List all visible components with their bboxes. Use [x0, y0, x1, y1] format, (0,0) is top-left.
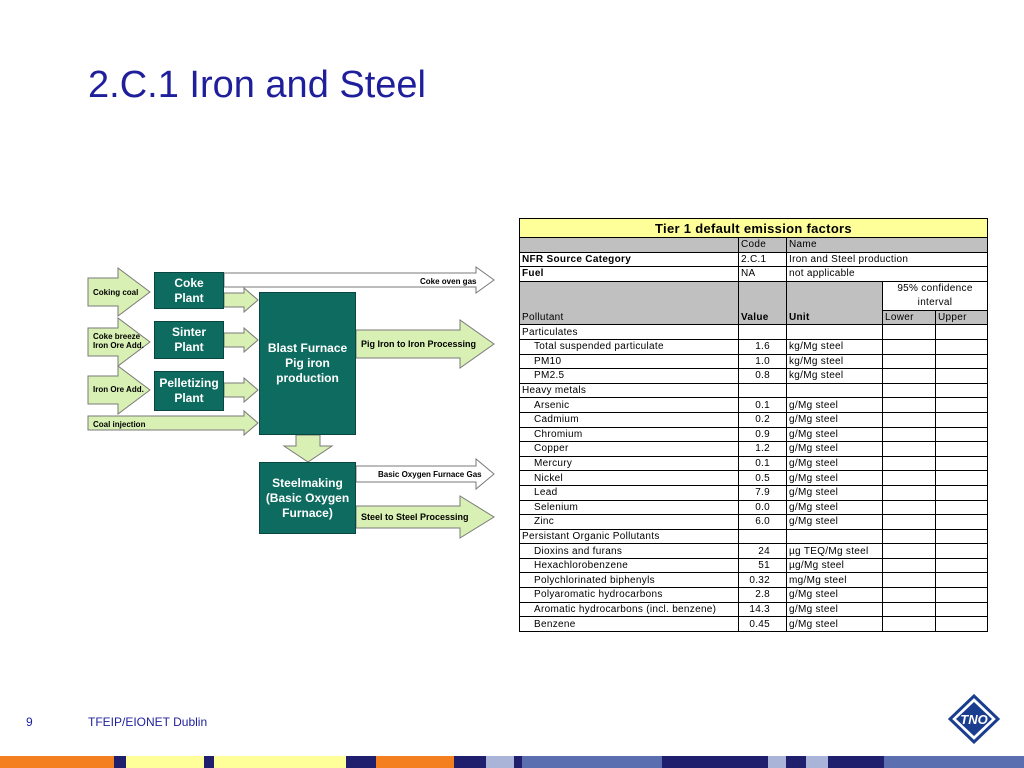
table-title: Tier 1 default emission factors	[520, 219, 988, 238]
upper-cell	[936, 354, 988, 369]
pollutant-unit: g/Mg steel	[787, 485, 883, 500]
upper-cell	[936, 398, 988, 413]
upper-cell	[936, 339, 988, 354]
pollutant-row	[520, 602, 988, 617]
upper-cell	[936, 369, 988, 384]
lower-cell	[883, 485, 936, 500]
upper-cell	[936, 427, 988, 442]
page-title: 2.C.1 Iron and Steel	[88, 64, 426, 106]
pelletizing-plant-line2: Plant	[174, 391, 204, 405]
bar-segment	[0, 756, 114, 768]
bar-segment	[486, 756, 514, 768]
bar-segment	[522, 756, 662, 768]
pollutant-name: Polyaromatic hydrocarbons	[520, 588, 739, 603]
emission-factors-table	[519, 218, 988, 632]
pollutant-value: 14.3	[739, 602, 787, 617]
pollutant-name: Polychlorinated biphenyls	[520, 573, 739, 588]
bar-segment	[806, 756, 828, 768]
output-label-pig-iron: Pig Iron to Iron Processing	[361, 339, 477, 349]
upper-cell	[936, 573, 988, 588]
pollutant-row	[520, 456, 988, 471]
pollutant-value: 0.0	[739, 500, 787, 515]
empty-cell	[739, 325, 787, 340]
pollutant-name: Hexachlorobenzene	[520, 558, 739, 573]
bar-segment	[662, 756, 768, 768]
pollutant-value: 0.2	[739, 412, 787, 427]
pollutant-name: Total suspended particulate	[520, 339, 739, 354]
pollutant-name: Lead	[520, 485, 739, 500]
pollutant-value: 0.9	[739, 427, 787, 442]
empty-cell	[787, 325, 883, 340]
lower-cell	[883, 471, 936, 486]
pollutant-value: 1.0	[739, 354, 787, 369]
pollutant-unit: g/Mg steel	[787, 602, 883, 617]
bar-segment	[204, 756, 214, 768]
ci-header: 95% confidence interval	[883, 281, 988, 310]
page-number: 9	[26, 715, 33, 729]
empty-cell	[883, 325, 936, 340]
bar-segment	[346, 756, 376, 768]
lower-cell	[883, 427, 936, 442]
blast-furnace-line2: Pig iron	[285, 356, 330, 370]
pollutant-row	[520, 588, 988, 603]
blank-cell	[520, 238, 739, 253]
pollutant-row	[520, 398, 988, 413]
pollutant-row	[520, 339, 988, 354]
upper-cell	[936, 456, 988, 471]
lower-cell	[883, 412, 936, 427]
empty-cell	[739, 529, 787, 544]
upper-cell	[936, 412, 988, 427]
upper-cell	[936, 471, 988, 486]
output-label-steel-processing: Steel to Steel Processing	[361, 512, 469, 522]
pollutant-value: 1.2	[739, 442, 787, 457]
empty-cell	[739, 383, 787, 398]
pollutant-unit: g/Mg steel	[787, 412, 883, 427]
blast-furnace-box	[259, 292, 356, 435]
coke-plant-line1: Coke	[174, 275, 204, 290]
name-header: Name	[787, 238, 988, 253]
blast-furnace-line3: production	[276, 371, 339, 385]
pelletizing-plant-line1: Pelletizing	[159, 376, 219, 390]
pollutant-unit: mg/Mg steel	[787, 573, 883, 588]
pellet-to-furnace-arrow	[224, 378, 258, 402]
sinter-plant-line2: Plant	[174, 340, 204, 354]
sinter-to-furnace-arrow	[224, 328, 258, 352]
steelmaking-line2: (Basic Oxygen	[265, 490, 350, 505]
bar-segment	[786, 756, 806, 768]
pollutant-unit: kg/Mg steel	[787, 339, 883, 354]
unit-header: Unit	[787, 281, 883, 325]
lower-cell	[883, 442, 936, 457]
lower-cell	[883, 339, 936, 354]
code-header: Code	[739, 238, 787, 253]
fuel-code: NA	[739, 267, 787, 282]
table-header-row	[520, 238, 988, 253]
upper-cell	[936, 515, 988, 530]
bar-segment	[514, 756, 522, 768]
input-label-iron-ore-add: Iron Ore Add.	[93, 341, 144, 350]
input-label-coal-injection: Coal injection	[93, 420, 146, 429]
lower-cell	[883, 588, 936, 603]
sinter-plant-box	[154, 321, 224, 359]
nfr-row	[520, 252, 988, 267]
lower-cell	[883, 354, 936, 369]
pollutant-row	[520, 515, 988, 530]
lower-cell	[883, 515, 936, 530]
steelmaking-line1: Steelmaking	[272, 475, 343, 490]
pollutant-name: Benzene	[520, 617, 739, 632]
pollutant-unit: g/Mg steel	[787, 471, 883, 486]
nfr-label: NFR Source Category	[520, 252, 739, 267]
pollutant-row	[520, 500, 988, 515]
input-label-iron-ore-add-2: Iron Ore Add.	[93, 385, 144, 394]
lower-header: Lower	[883, 310, 936, 325]
bar-segment	[828, 756, 884, 768]
bar-segment	[454, 756, 486, 768]
pollutant-value: 0.45	[739, 617, 787, 632]
pollutant-row	[520, 369, 988, 384]
empty-cell	[936, 383, 988, 398]
empty-cell	[936, 325, 988, 340]
empty-cell	[883, 383, 936, 398]
pollutant-name: Mercury	[520, 456, 739, 471]
pollutant-unit: g/Mg steel	[787, 442, 883, 457]
pollutant-name: Selenium	[520, 500, 739, 515]
pollutant-value: 24	[739, 544, 787, 559]
empty-cell	[787, 383, 883, 398]
upper-header: Upper	[936, 310, 988, 325]
pollutant-value: 0.5	[739, 471, 787, 486]
lower-cell	[883, 558, 936, 573]
pollutant-unit: g/Mg steel	[787, 617, 883, 632]
pelletizing-plant-box	[154, 371, 224, 411]
bar-segment	[768, 756, 786, 768]
pollutant-row	[520, 544, 988, 559]
group-name: Particulates	[520, 325, 739, 340]
upper-cell	[936, 588, 988, 603]
pollutant-name: Copper	[520, 442, 739, 457]
pollutant-row	[520, 617, 988, 632]
pollutant-unit: µg TEQ/Mg steel	[787, 544, 883, 559]
bar-segment	[114, 756, 126, 768]
pollutant-unit: g/Mg steel	[787, 500, 883, 515]
pollutant-row	[520, 558, 988, 573]
input-label-coke-breeze: Coke breeze	[93, 332, 141, 341]
group-row	[520, 325, 988, 340]
pollutant-value: 6.0	[739, 515, 787, 530]
ci-header-row	[520, 281, 988, 310]
group-name: Heavy metals	[520, 383, 739, 398]
pollutant-unit: g/Mg steel	[787, 515, 883, 530]
pollutant-name: PM10	[520, 354, 739, 369]
upper-cell	[936, 500, 988, 515]
upper-cell	[936, 558, 988, 573]
blast-furnace-line1: Blast Furnace	[267, 341, 348, 355]
pollutant-name: Arsenic	[520, 398, 739, 413]
pollutant-value: 2.8	[739, 588, 787, 603]
pollutant-value: 1.6	[739, 339, 787, 354]
bar-segment	[884, 756, 1024, 768]
upper-cell	[936, 544, 988, 559]
nfr-code: 2.C.1	[739, 252, 787, 267]
upper-cell	[936, 602, 988, 617]
lower-cell	[883, 500, 936, 515]
logo-text: TNO	[960, 712, 988, 727]
pollutant-name: Dioxins and furans	[520, 544, 739, 559]
pollutant-name: Zinc	[520, 515, 739, 530]
bar-segment	[126, 756, 204, 768]
input-label-coking-coal: Coking coal	[93, 288, 139, 297]
pollutant-value: 0.1	[739, 398, 787, 413]
upper-cell	[936, 485, 988, 500]
pollutant-unit: kg/Mg steel	[787, 369, 883, 384]
group-row	[520, 529, 988, 544]
fuel-row	[520, 267, 988, 282]
pollutant-row	[520, 471, 988, 486]
pollutant-value: 0.1	[739, 456, 787, 471]
tno-logo	[948, 694, 1000, 744]
sinter-plant-line1: Sinter	[171, 325, 206, 339]
pollutant-header: Pollutant	[520, 281, 739, 325]
pollutant-value: 0.32	[739, 573, 787, 588]
pollutant-value: 51	[739, 558, 787, 573]
fuel-name: not applicable	[787, 267, 988, 282]
lower-cell	[883, 617, 936, 632]
pollutant-name: Aromatic hydrocarbons (incl. benzene)	[520, 602, 739, 617]
pollutant-name: PM2.5	[520, 369, 739, 384]
pollutant-unit: µg/Mg steel	[787, 558, 883, 573]
empty-cell	[787, 529, 883, 544]
pollutant-unit: g/Mg steel	[787, 398, 883, 413]
pollutant-unit: g/Mg steel	[787, 427, 883, 442]
pollutant-row	[520, 412, 988, 427]
lower-cell	[883, 544, 936, 559]
table-title-row	[520, 219, 988, 238]
pollutant-row	[520, 485, 988, 500]
output-label-coke-oven-gas: Coke oven gas	[420, 277, 477, 286]
lower-cell	[883, 398, 936, 413]
fuel-label: Fuel	[520, 267, 739, 282]
lower-cell	[883, 602, 936, 617]
pollutant-value: 7.9	[739, 485, 787, 500]
value-header: Value	[739, 281, 787, 325]
group-row	[520, 383, 988, 398]
pollutant-row	[520, 573, 988, 588]
furnace-to-steel-arrow	[284, 435, 332, 462]
output-label-bof-gas: Basic Oxygen Furnace Gas	[378, 470, 482, 479]
pollutant-row	[520, 354, 988, 369]
pollutant-name: Cadmium	[520, 412, 739, 427]
pollutant-row	[520, 442, 988, 457]
pollutant-name: Chromium	[520, 427, 739, 442]
empty-cell	[883, 529, 936, 544]
nfr-name: Iron and Steel production	[787, 252, 988, 267]
coke-plant-box	[154, 272, 224, 309]
steelmaking-box	[259, 462, 356, 534]
steelmaking-line3: Furnace)	[282, 505, 333, 520]
upper-cell	[936, 442, 988, 457]
bar-segment	[214, 756, 346, 768]
pollutant-unit: g/Mg steel	[787, 588, 883, 603]
lower-cell	[883, 456, 936, 471]
pollutant-unit: g/Mg steel	[787, 456, 883, 471]
pollutant-name: Nickel	[520, 471, 739, 486]
coke-plant-line2: Plant	[174, 290, 204, 305]
pollutant-row	[520, 427, 988, 442]
empty-cell	[936, 529, 988, 544]
bar-segment	[376, 756, 454, 768]
lower-cell	[883, 573, 936, 588]
pollutant-value: 0.8	[739, 369, 787, 384]
group-name: Persistant Organic Pollutants	[520, 529, 739, 544]
footer-text: TFEIP/EIONET Dublin	[88, 715, 208, 729]
lower-cell	[883, 369, 936, 384]
pollutant-unit: kg/Mg steel	[787, 354, 883, 369]
coke-to-furnace-arrow	[224, 288, 258, 312]
upper-cell	[936, 617, 988, 632]
